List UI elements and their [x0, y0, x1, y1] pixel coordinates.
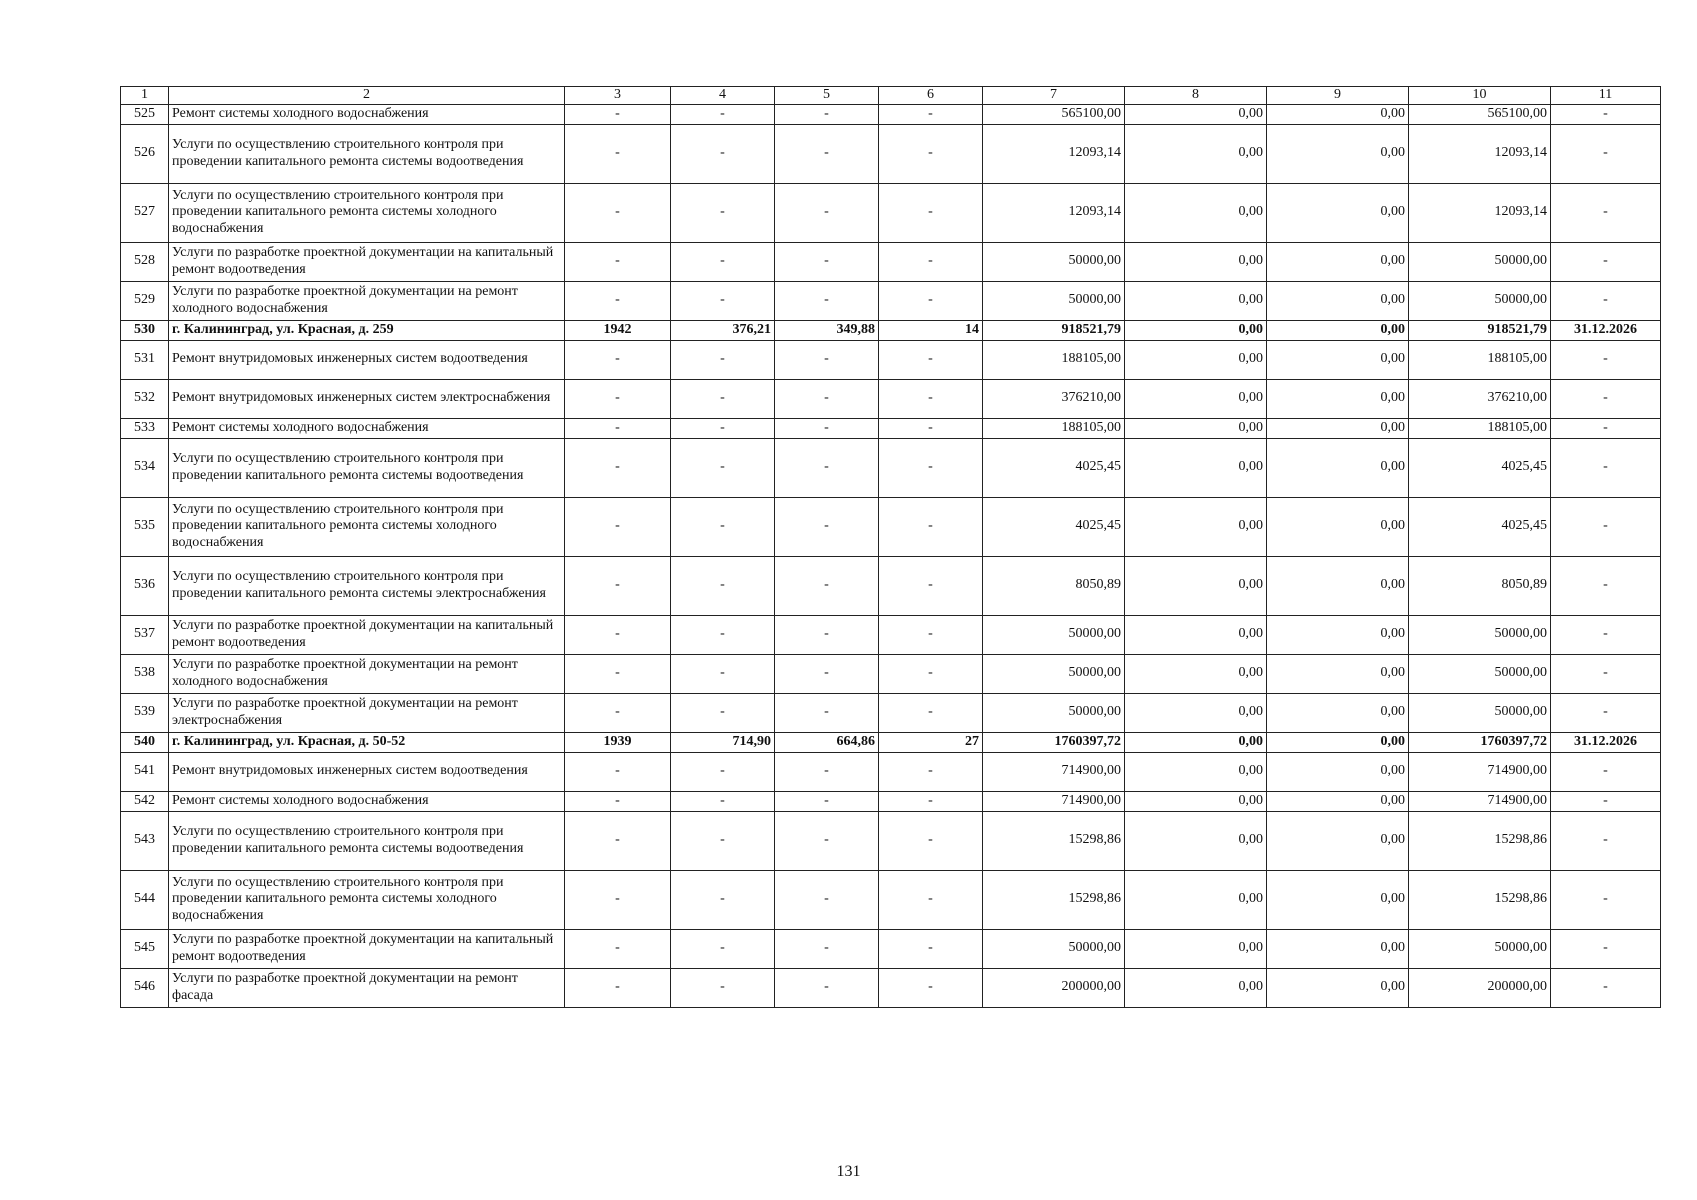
table-row [121, 732, 1661, 752]
col-8-cell: 0,00 [1125, 968, 1267, 1007]
work-name-cell: Услуги по разработке проектной документации на ремонт электроснабжения [169, 693, 565, 732]
col-8-cell: 0,00 [1125, 183, 1267, 242]
col-5-cell: 349,88 [775, 320, 879, 340]
row-number-cell: 531 [121, 340, 169, 379]
col-6-cell: 14 [879, 320, 983, 340]
col-7-cell: 4025,45 [983, 497, 1125, 556]
col-4-cell: - [671, 968, 775, 1007]
col-9-cell: 0,00 [1267, 438, 1409, 497]
col-10-cell: 50000,00 [1409, 281, 1551, 320]
col-3-cell: - [565, 340, 671, 379]
col-6-cell: - [879, 281, 983, 320]
row-number-cell: 543 [121, 811, 169, 870]
col-4-cell: - [671, 242, 775, 281]
col-9-cell: 0,00 [1267, 556, 1409, 615]
col-6-cell: - [879, 968, 983, 1007]
col-8-cell: 0,00 [1125, 654, 1267, 693]
col-4-cell: - [671, 752, 775, 791]
col-11-cell: - [1551, 183, 1661, 242]
col-3-cell: - [565, 870, 671, 929]
col-10-cell: 188105,00 [1409, 418, 1551, 438]
row-number-cell: 538 [121, 654, 169, 693]
col-10-cell: 50000,00 [1409, 615, 1551, 654]
col-8-cell: 0,00 [1125, 281, 1267, 320]
col-6-cell: - [879, 497, 983, 556]
table-row [121, 752, 1661, 791]
col-11-cell: - [1551, 654, 1661, 693]
col-10-cell: 714900,00 [1409, 752, 1551, 791]
col-10-cell: 15298,86 [1409, 870, 1551, 929]
col-7-cell: 188105,00 [983, 418, 1125, 438]
col-5-cell: - [775, 968, 879, 1007]
col-9-cell: 0,00 [1267, 870, 1409, 929]
col-7-cell: 918521,79 [983, 320, 1125, 340]
col-9-cell: 0,00 [1267, 183, 1409, 242]
col-11-cell: - [1551, 752, 1661, 791]
work-name-cell: Услуги по осуществлению строительного контроля при проведении капитального ремонта системы холодного водоснабжения [169, 183, 565, 242]
table-row [121, 811, 1661, 870]
col-4-cell: - [671, 497, 775, 556]
col-4-cell: - [671, 183, 775, 242]
work-name-cell: Услуги по осуществлению строительного контроля при проведении капитального ремонта системы водоотведения [169, 811, 565, 870]
row-number-cell: 526 [121, 124, 169, 183]
work-name-cell: Услуги по осуществлению строительного контроля при проведении капитального ремонта системы водоотведения [169, 124, 565, 183]
col-10-cell: 1760397,72 [1409, 732, 1551, 752]
col-11-cell: - [1551, 556, 1661, 615]
col-6-cell: - [879, 870, 983, 929]
col-6-cell: - [879, 379, 983, 418]
work-name-cell: Услуги по разработке проектной документации на капитальный ремонт водоотведения [169, 929, 565, 968]
col-4-cell: - [671, 811, 775, 870]
col-10-cell: 565100,00 [1409, 104, 1551, 124]
work-name-cell: Услуги по осуществлению строительного контроля при проведении капитального ремонта системы холодного водоснабжения [169, 497, 565, 556]
col-4-cell: - [671, 693, 775, 732]
col-5-cell: - [775, 811, 879, 870]
table-row [121, 438, 1661, 497]
col-8-cell: 0,00 [1125, 320, 1267, 340]
table-row [121, 654, 1661, 693]
table-row [121, 124, 1661, 183]
col-5-cell: 664,86 [775, 732, 879, 752]
row-number-cell: 545 [121, 929, 169, 968]
col-5-cell: - [775, 183, 879, 242]
work-name-cell: Услуги по осуществлению строительного контроля при проведении капитального ремонта системы электроснабжения [169, 556, 565, 615]
col-11-cell: - [1551, 281, 1661, 320]
col-8-cell: 0,00 [1125, 438, 1267, 497]
col-10-cell: 50000,00 [1409, 242, 1551, 281]
col-6-cell: - [879, 791, 983, 811]
column-header: 7 [983, 87, 1125, 105]
col-9-cell: 0,00 [1267, 929, 1409, 968]
col-8-cell: 0,00 [1125, 418, 1267, 438]
col-9-cell: 0,00 [1267, 615, 1409, 654]
col-11-cell: - [1551, 379, 1661, 418]
col-7-cell: 714900,00 [983, 791, 1125, 811]
col-6-cell: - [879, 654, 983, 693]
col-9-cell: 0,00 [1267, 654, 1409, 693]
row-number-cell: 535 [121, 497, 169, 556]
work-name-cell: Ремонт внутридомовых инженерных систем водоотведения [169, 752, 565, 791]
col-3-cell: - [565, 497, 671, 556]
work-name-cell: Ремонт внутридомовых инженерных систем водоотведения [169, 340, 565, 379]
col-9-cell: 0,00 [1267, 379, 1409, 418]
col-3-cell: - [565, 791, 671, 811]
col-5-cell: - [775, 104, 879, 124]
col-7-cell: 50000,00 [983, 281, 1125, 320]
col-6-cell: - [879, 752, 983, 791]
col-3-cell: - [565, 968, 671, 1007]
row-number-cell: 537 [121, 615, 169, 654]
column-header: 3 [565, 87, 671, 105]
column-header: 5 [775, 87, 879, 105]
col-3-cell: - [565, 654, 671, 693]
col-5-cell: - [775, 242, 879, 281]
col-3-cell: - [565, 752, 671, 791]
col-10-cell: 8050,89 [1409, 556, 1551, 615]
table-row [121, 791, 1661, 811]
col-8-cell: 0,00 [1125, 811, 1267, 870]
col-11-cell: - [1551, 497, 1661, 556]
col-6-cell: 27 [879, 732, 983, 752]
col-11-cell: - [1551, 438, 1661, 497]
col-5-cell: - [775, 752, 879, 791]
table-row [121, 497, 1661, 556]
col-8-cell: 0,00 [1125, 693, 1267, 732]
col-9-cell: 0,00 [1267, 791, 1409, 811]
col-11-cell: - [1551, 242, 1661, 281]
col-8-cell: 0,00 [1125, 497, 1267, 556]
col-5-cell: - [775, 870, 879, 929]
col-7-cell: 200000,00 [983, 968, 1125, 1007]
col-5-cell: - [775, 615, 879, 654]
col-3-cell: - [565, 693, 671, 732]
col-8-cell: 0,00 [1125, 752, 1267, 791]
table-row [121, 693, 1661, 732]
col-5-cell: - [775, 654, 879, 693]
column-header: 10 [1409, 87, 1551, 105]
col-11-cell: - [1551, 929, 1661, 968]
col-8-cell: 0,00 [1125, 340, 1267, 379]
col-11-cell: - [1551, 811, 1661, 870]
column-header: 6 [879, 87, 983, 105]
work-name-cell: Услуги по осуществлению строительного контроля при проведении капитального ремонта системы водоотведения [169, 438, 565, 497]
col-5-cell: - [775, 556, 879, 615]
row-number-cell: 534 [121, 438, 169, 497]
col-5-cell: - [775, 340, 879, 379]
col-6-cell: - [879, 615, 983, 654]
col-3-cell: - [565, 418, 671, 438]
col-10-cell: 50000,00 [1409, 693, 1551, 732]
col-11-cell: - [1551, 791, 1661, 811]
col-9-cell: 0,00 [1267, 281, 1409, 320]
work-name-cell: Услуги по разработке проектной документации на капитальный ремонт водоотведения [169, 242, 565, 281]
col-3-cell: 1942 [565, 320, 671, 340]
col-10-cell: 376210,00 [1409, 379, 1551, 418]
row-number-cell: 525 [121, 104, 169, 124]
table-row [121, 242, 1661, 281]
column-header: 8 [1125, 87, 1267, 105]
col-3-cell: - [565, 379, 671, 418]
col-6-cell: - [879, 693, 983, 732]
col-11-cell: - [1551, 418, 1661, 438]
table-row [121, 379, 1661, 418]
col-11-cell: - [1551, 615, 1661, 654]
page-number: 131 [836, 1163, 861, 1180]
col-11-cell: - [1551, 124, 1661, 183]
row-number-cell: 533 [121, 418, 169, 438]
col-5-cell: - [775, 281, 879, 320]
col-10-cell: 918521,79 [1409, 320, 1551, 340]
col-9-cell: 0,00 [1267, 968, 1409, 1007]
col-9-cell: 0,00 [1267, 752, 1409, 791]
col-6-cell: - [879, 556, 983, 615]
col-6-cell: - [879, 340, 983, 379]
col-4-cell: - [671, 379, 775, 418]
work-name-cell: Услуги по разработке проектной документации на ремонт холодного водоснабжения [169, 654, 565, 693]
row-number-cell: 540 [121, 732, 169, 752]
col-9-cell: 0,00 [1267, 340, 1409, 379]
col-7-cell: 12093,14 [983, 124, 1125, 183]
col-4-cell: - [671, 615, 775, 654]
row-number-cell: 536 [121, 556, 169, 615]
work-name-cell: г. Калининград, ул. Красная, д. 259 [169, 320, 565, 340]
col-10-cell: 4025,45 [1409, 438, 1551, 497]
col-4-cell: - [671, 654, 775, 693]
table-row [121, 870, 1661, 929]
col-8-cell: 0,00 [1125, 870, 1267, 929]
table-row [121, 320, 1661, 340]
row-number-cell: 528 [121, 242, 169, 281]
col-4-cell: - [671, 124, 775, 183]
col-5-cell: - [775, 124, 879, 183]
col-7-cell: 714900,00 [983, 752, 1125, 791]
col-9-cell: 0,00 [1267, 811, 1409, 870]
row-number-cell: 530 [121, 320, 169, 340]
col-7-cell: 376210,00 [983, 379, 1125, 418]
col-9-cell: 0,00 [1267, 242, 1409, 281]
col-4-cell: - [671, 929, 775, 968]
col-11-cell: 31.12.2026 [1551, 320, 1661, 340]
col-3-cell: - [565, 811, 671, 870]
col-4-cell: - [671, 340, 775, 379]
col-10-cell: 15298,86 [1409, 811, 1551, 870]
col-5-cell: - [775, 418, 879, 438]
col-11-cell: - [1551, 693, 1661, 732]
col-3-cell: 1939 [565, 732, 671, 752]
col-6-cell: - [879, 104, 983, 124]
col-4-cell: - [671, 104, 775, 124]
col-4-cell: - [671, 418, 775, 438]
col-7-cell: 50000,00 [983, 654, 1125, 693]
table-row [121, 556, 1661, 615]
col-4-cell: 376,21 [671, 320, 775, 340]
col-4-cell: - [671, 438, 775, 497]
row-number-cell: 546 [121, 968, 169, 1007]
col-8-cell: 0,00 [1125, 379, 1267, 418]
table-row [121, 281, 1661, 320]
col-7-cell: 50000,00 [983, 242, 1125, 281]
table-body [121, 104, 1661, 1007]
col-11-cell: 31.12.2026 [1551, 732, 1661, 752]
col-10-cell: 12093,14 [1409, 124, 1551, 183]
col-6-cell: - [879, 929, 983, 968]
col-6-cell: - [879, 183, 983, 242]
column-header: 11 [1551, 87, 1661, 105]
row-number-cell: 542 [121, 791, 169, 811]
work-name-cell: Ремонт внутридомовых инженерных систем электроснабжения [169, 379, 565, 418]
table-row [121, 340, 1661, 379]
col-11-cell: - [1551, 340, 1661, 379]
col-5-cell: - [775, 379, 879, 418]
col-5-cell: - [775, 693, 879, 732]
col-6-cell: - [879, 811, 983, 870]
work-name-cell: Услуги по разработке проектной документации на ремонт фасада [169, 968, 565, 1007]
col-10-cell: 714900,00 [1409, 791, 1551, 811]
work-name-cell: Ремонт системы холодного водоснабжения [169, 418, 565, 438]
col-5-cell: - [775, 791, 879, 811]
data-table [120, 86, 1661, 1008]
col-8-cell: 0,00 [1125, 104, 1267, 124]
work-name-cell: Услуги по осуществлению строительного контроля при проведении капитального ремонта системы холодного водоснабжения [169, 870, 565, 929]
col-7-cell: 1760397,72 [983, 732, 1125, 752]
col-5-cell: - [775, 497, 879, 556]
col-4-cell: - [671, 870, 775, 929]
col-4-cell: - [671, 556, 775, 615]
table-row [121, 968, 1661, 1007]
col-4-cell: - [671, 281, 775, 320]
work-name-cell: Услуги по разработке проектной документации на ремонт холодного водоснабжения [169, 281, 565, 320]
row-number-cell: 527 [121, 183, 169, 242]
col-10-cell: 50000,00 [1409, 654, 1551, 693]
col-8-cell: 0,00 [1125, 556, 1267, 615]
col-11-cell: - [1551, 968, 1661, 1007]
col-3-cell: - [565, 183, 671, 242]
col-9-cell: 0,00 [1267, 732, 1409, 752]
col-8-cell: 0,00 [1125, 615, 1267, 654]
col-6-cell: - [879, 242, 983, 281]
col-6-cell: - [879, 418, 983, 438]
col-8-cell: 0,00 [1125, 929, 1267, 968]
col-10-cell: 50000,00 [1409, 929, 1551, 968]
col-8-cell: 0,00 [1125, 791, 1267, 811]
column-header: 1 [121, 87, 169, 105]
col-10-cell: 200000,00 [1409, 968, 1551, 1007]
col-9-cell: 0,00 [1267, 418, 1409, 438]
col-9-cell: 0,00 [1267, 124, 1409, 183]
work-name-cell: Ремонт системы холодного водоснабжения [169, 104, 565, 124]
col-5-cell: - [775, 438, 879, 497]
col-3-cell: - [565, 615, 671, 654]
row-number-cell: 541 [121, 752, 169, 791]
table-row [121, 104, 1661, 124]
col-7-cell: 15298,86 [983, 811, 1125, 870]
col-3-cell: - [565, 281, 671, 320]
col-3-cell: - [565, 556, 671, 615]
column-header: 2 [169, 87, 565, 105]
col-11-cell: - [1551, 104, 1661, 124]
row-number-cell: 532 [121, 379, 169, 418]
col-7-cell: 50000,00 [983, 929, 1125, 968]
table-row [121, 183, 1661, 242]
row-number-cell: 539 [121, 693, 169, 732]
col-3-cell: - [565, 438, 671, 497]
col-7-cell: 12093,14 [983, 183, 1125, 242]
col-9-cell: 0,00 [1267, 320, 1409, 340]
col-10-cell: 188105,00 [1409, 340, 1551, 379]
col-11-cell: - [1551, 870, 1661, 929]
col-8-cell: 0,00 [1125, 124, 1267, 183]
col-10-cell: 4025,45 [1409, 497, 1551, 556]
col-7-cell: 15298,86 [983, 870, 1125, 929]
col-9-cell: 0,00 [1267, 497, 1409, 556]
column-header: 4 [671, 87, 775, 105]
table-row [121, 418, 1661, 438]
col-10-cell: 12093,14 [1409, 183, 1551, 242]
row-number-cell: 544 [121, 870, 169, 929]
column-header: 9 [1267, 87, 1409, 105]
col-7-cell: 188105,00 [983, 340, 1125, 379]
col-8-cell: 0,00 [1125, 242, 1267, 281]
work-name-cell: Ремонт системы холодного водоснабжения [169, 791, 565, 811]
col-7-cell: 8050,89 [983, 556, 1125, 615]
col-5-cell: - [775, 929, 879, 968]
col-7-cell: 50000,00 [983, 615, 1125, 654]
work-name-cell: г. Калининград, ул. Красная, д. 50-52 [169, 732, 565, 752]
col-3-cell: - [565, 104, 671, 124]
work-name-cell: Услуги по разработке проектной документации на капитальный ремонт водоотведения [169, 615, 565, 654]
col-4-cell: 714,90 [671, 732, 775, 752]
col-7-cell: 565100,00 [983, 104, 1125, 124]
table-row [121, 615, 1661, 654]
col-6-cell: - [879, 124, 983, 183]
header-row [121, 87, 1661, 105]
col-3-cell: - [565, 242, 671, 281]
col-3-cell: - [565, 124, 671, 183]
row-number-cell: 529 [121, 281, 169, 320]
col-6-cell: - [879, 438, 983, 497]
col-7-cell: 50000,00 [983, 693, 1125, 732]
col-9-cell: 0,00 [1267, 693, 1409, 732]
table-row [121, 929, 1661, 968]
col-7-cell: 4025,45 [983, 438, 1125, 497]
col-4-cell: - [671, 791, 775, 811]
col-3-cell: - [565, 929, 671, 968]
col-9-cell: 0,00 [1267, 104, 1409, 124]
col-8-cell: 0,00 [1125, 732, 1267, 752]
